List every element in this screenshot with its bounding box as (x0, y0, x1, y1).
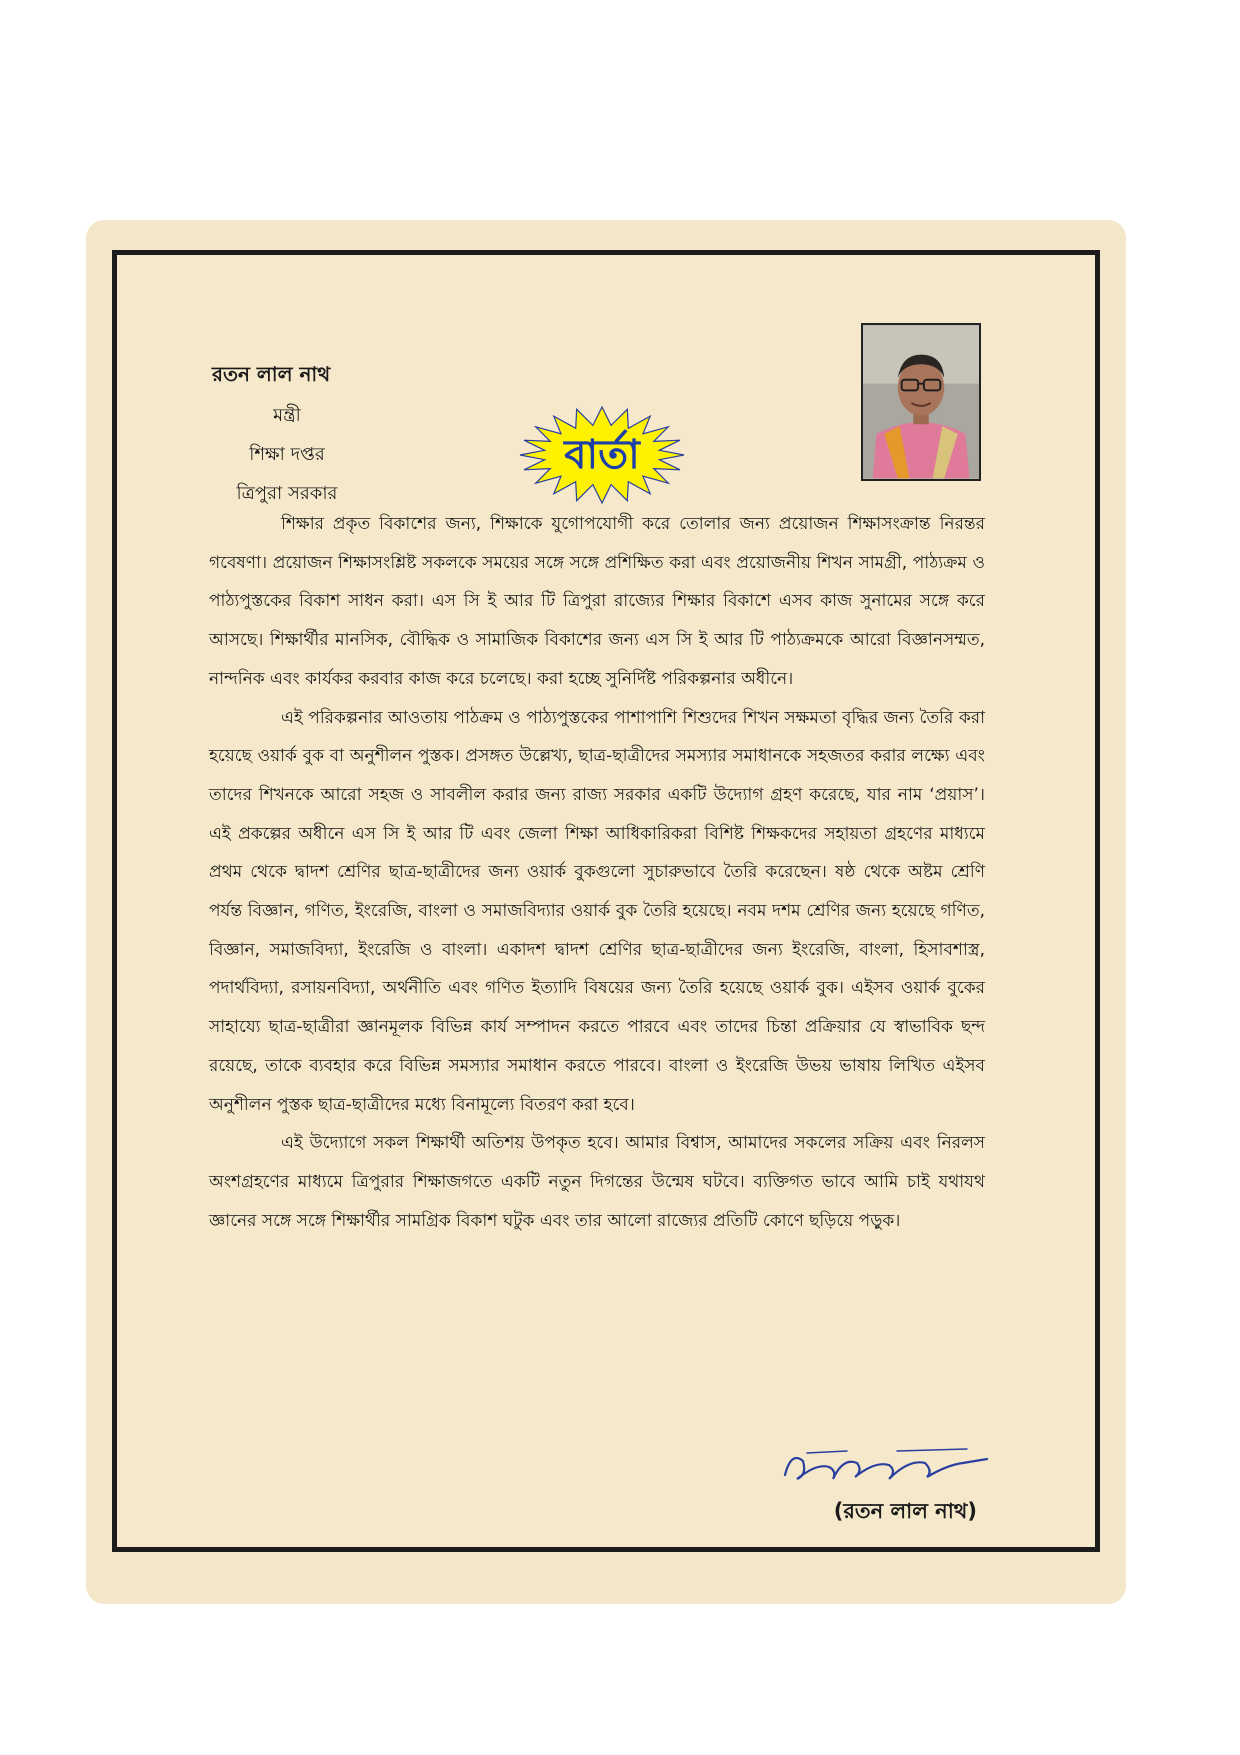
sender-block (212, 360, 362, 518)
sender-designation: মন্ত্রী (273, 405, 301, 426)
handwritten-signature (777, 1441, 997, 1491)
signer-name: (রতন লাল নাথ) (833, 1499, 977, 1523)
message-frame (112, 250, 1100, 1552)
sender-department: শিক্ষা দপ্তর (249, 444, 325, 465)
sender-name: রতন লাল নাথ (212, 362, 331, 386)
paragraph: শিক্ষার প্রকৃত বিকাশের জন্য, শিক্ষাকে যুগোপযোগী করে তোলার জন্য প্রয়োজন শিক্ষাসংক্রান্ত নিরন্তর গবেষণা। প্রয়োজন শিক্ষাসংশ্লিষ্ট সকলকে সময়ের সঙ্গে সঙ্গে প্রশিক্ষিত করা এবং প্রয়োজনীয় শিখন সামগ্রী, পাঠ্যক্রম ও পাঠ্যপুস্তকের বিকাশ সাধন করা। এস সি ই আর টি ত্রিপুরা রাজ্যের শিক্ষার বিকাশে এসব কাজ সুনামের সঙ্গে করে আসছে। শিক্ষার্থীর মানসিক, বৌদ্ধিক ও সামাজিক বিকাশের জন্য এস সি ই আর টি পাঠ্যক্রমকে আরো বিজ্ঞানসম্মত, নান্দনিক এবং কার্যকর করবার কাজ করে চলেছে। করা হচ্ছে সুনির্দিষ্ট পরিকল্পনার অধীনে। (209, 514, 985, 689)
portrait-photo-icon (863, 325, 979, 479)
signature-icon (777, 1441, 997, 1491)
paragraph: এই পরিকল্পনার আওতায় পাঠক্রম ও পাঠ্যপুস্তকের পাশাপাশি শিশুদের শিখন সক্ষমতা বৃদ্ধির জন্য তৈরি করা হয়েছে ওয়ার্ক বুক বা অনুশীলন পুস্তক। প্রসঙ্গত উল্লেখ্য, ছাত্র-ছাত্রীদের সমস্যার সমাধানকে সহজতর করার লক্ষ্যে এবং তাদের শিখনকে আরো সহজ ও সাবলীল করার জন্য রাজ্য সরকার একটি উদ্যোগ গ্রহণ করেছে, যার নাম ‘প্রয়াস’। এই প্রকল্পের অধীনে এস সি ই আর টি এবং জেলা শিক্ষা আধিকারিকরা বিশিষ্ট শিক্ষকদের সহায়তা গ্রহণের মাধ্যমে প্রথম থেকে দ্বাদশ শ্রেণির ছাত্র-ছাত্রীদের জন্য ওয়ার্ক বুকগুলো সুচারুভাবে তৈরি করেছেন। ষষ্ঠ থেকে অষ্টম শ্রেণি পর্যন্ত বিজ্ঞান, গণিত, ইংরেজি, বাংলা ও সমাজবিদ্যার ওয়ার্ক বুক তৈরি হয়েছে। নবম দশম শ্রেণির জন্য হয়েছে গণিত, বিজ্ঞান, সমাজবিদ্যা, ইংরেজি ও বাংলা। একাদশ দ্বাদশ শ্রেণির ছাত্র-ছাত্রীদের জন্য ইংরেজি, বাংলা, হিসাবশাস্ত্র, পদার্থবিদ্যা, রসায়নবিদ্যা, অর্থনীতি এবং গণিত ইত্যাদি বিষয়ের জন্য তৈরি হয়েছে ওয়ার্ক বুক। এইসব ওয়ার্ক বুকের সাহায্যে ছাত্র-ছাত্রীরা জ্ঞানমূলক বিভিন্ন কার্য সম্পাদন করতে পারবে এবং তাদের চিন্তা প্রক্রিয়ার যে স্বাভাবিক ছন্দ রয়েছে, তাকে ব্যবহার করে বিভিন্ন সমস্যার সমাধান করতে পারবে। বাংলা ও ইংরেজি উভয় ভাষায় লিখিত এইসব অনুশীলন পুস্তক ছাত্র-ছাত্রীদের মধ্যে বিনামূল্যে বিতরণ করা হবে। (209, 707, 985, 1115)
paragraph: এই উদ্যোগে সকল শিক্ষার্থী অতিশয় উপকৃত হবে। আমার বিশ্বাস, আমাদের সকলের সক্রিয় এবং নিরলস অংশগ্রহণের মাধ্যমে ত্রিপুরার শিক্ষাজগতে একটি নতুন দিগন্তের উন্মেষ ঘটবে। ব্যক্তিগত ভাবে আমি চাই যথাযথ জ্ঞানের সঙ্গে সঙ্গে শিক্ষার্থীর সামগ্রিক বিকাশ ঘটুক এবং তার আলো রাজ্যের প্রতিটি কোণে ছড়িয়ে পড়ুক। (209, 1133, 985, 1231)
sender-government: ত্রিপুরা সরকার (236, 483, 338, 504)
minister-photo (861, 323, 981, 481)
title-starburst (517, 405, 687, 505)
page-title: বার্তা (564, 431, 640, 478)
message-body (209, 505, 985, 1240)
